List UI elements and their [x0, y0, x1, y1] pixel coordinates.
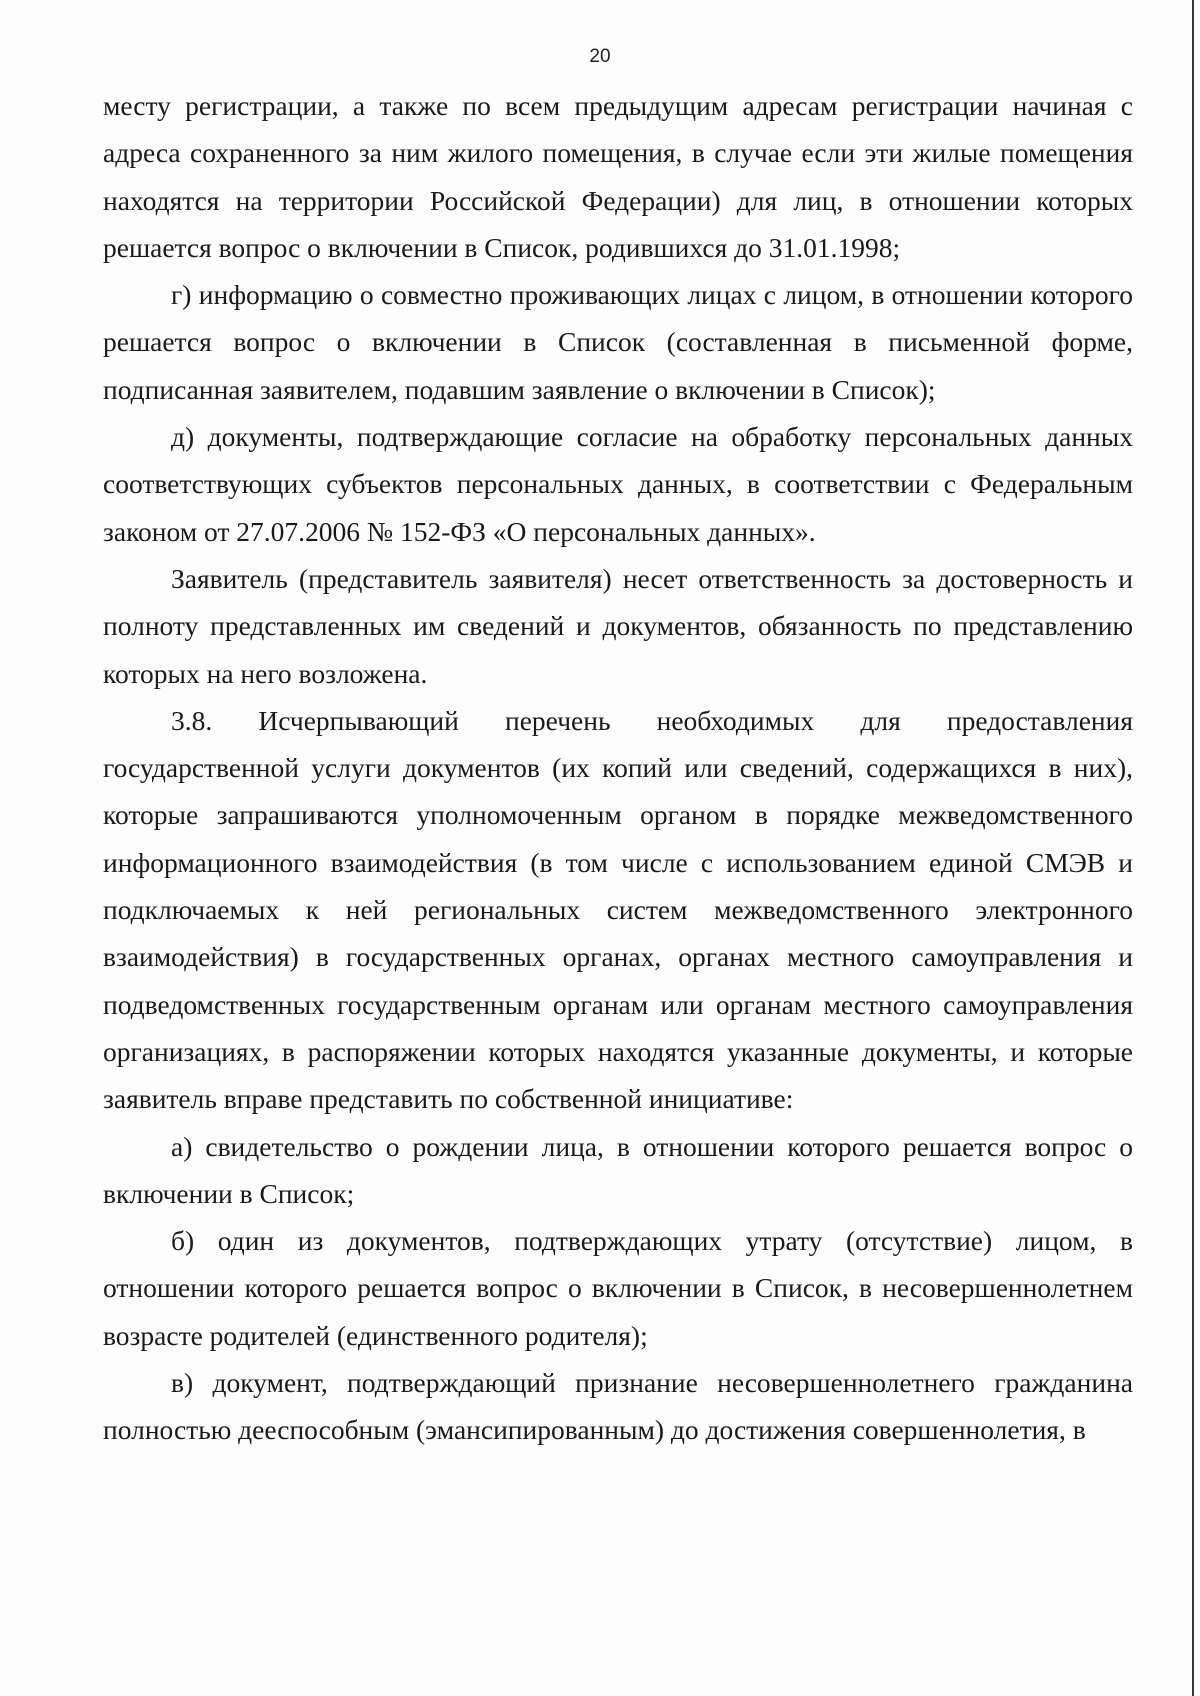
paragraph-applicant-responsibility: Заявитель (представитель заявителя) несет ответственность за достоверность и полноту представленных им сведений и документов, обязанность по представлению которых на него возложена.	[103, 562, 1133, 689]
paragraph-item-b: б) один из документов, подтверждающих утрату (отсутствие) лицом, в отношении которого решается вопрос о включении в Список, в несовершеннолетнем возрасте родителей (единственного родителя);	[103, 1225, 1133, 1351]
paragraph-section-3-8: 3.8. Исчерпывающий перечень необходимых для предоставления государственной услуги документов (их копий или сведений, содержащихся в них), которые запрашиваются уполномоченным органом в порядке межведомственного информационного взаимодействия (в том числе с использованием единой СМЭВ и подключаемых к ней региональных систем межведомственного электронного взаимодействия) в государственных органах, органах местного самоуправления и подведомственных государственным органам или органам местного самоуправления организациях, в распоряжении которых находятся указанные документы, и которые заявитель вправе представить по собственной инициативе:	[103, 704, 1133, 1115]
scan-edge-line	[1192, 0, 1194, 1696]
paragraph-item-a: а) свидетельство о рождении лица, в отношении которого решается вопрос о включении в Список;	[103, 1130, 1133, 1209]
paragraph-registration-addresses: месту регистрации, а также по всем предыдущим адресам регистрации начиная с адреса сохраненного за ним жилого помещения, в случае если эти жилые помещения находятся на территории Российской Федерации) для лиц, в отношении которых решается вопрос о включении в Список, родившихся до 31.01.1998;	[103, 90, 1133, 263]
page-number: 20	[589, 46, 611, 67]
paragraph-item-d: д) документы, подтверждающие согласие на обработку персональных данных соответствующих субъектов персональных данных, в соответствии с Федеральным законом от 27.07.2006 № 152-ФЗ «О персональных данных».	[103, 421, 1133, 547]
document-body	[103, 82, 1133, 1454]
paragraph-item-g: г) информацию о совместно проживающих лицах с лицом, в отношении которого решается вопрос о включении в Список (составленная в письменной форме, подписанная заявителем, подавшим заявление о включении в Список);	[103, 279, 1133, 405]
paragraph-item-v: в) документ, подтверждающий признание несовершеннолетнего гражданина полностью дееспособным (эмансипированным) до достижения совершеннолетия, в	[103, 1367, 1133, 1446]
